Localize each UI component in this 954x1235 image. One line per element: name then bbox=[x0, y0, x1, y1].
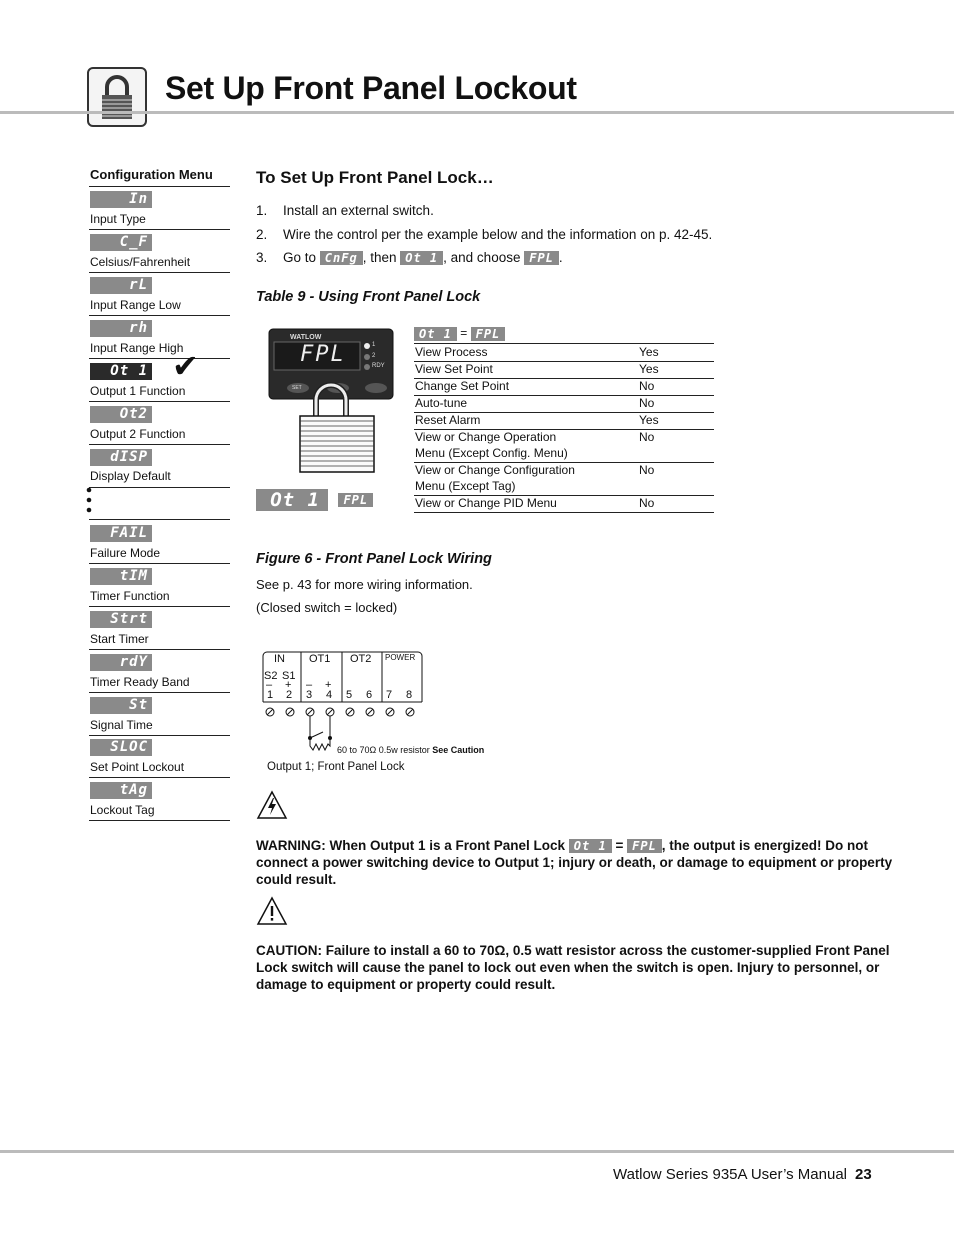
menu-code: tIM bbox=[90, 568, 152, 585]
warning-text bbox=[256, 837, 896, 888]
controller-brand: WATLOW bbox=[290, 334, 322, 341]
table-function-line2: Menu (Except Tag) bbox=[415, 479, 516, 493]
wiring-diagram bbox=[255, 648, 505, 778]
table-value: Yes bbox=[639, 413, 659, 427]
table-value: No bbox=[639, 496, 655, 510]
lcd-code: FPL bbox=[471, 327, 506, 341]
controller-display: FPL bbox=[300, 342, 346, 367]
table-row bbox=[414, 395, 714, 413]
menu-code: SLOC bbox=[90, 739, 152, 756]
indicator-label: RDY bbox=[372, 363, 385, 369]
step-number: 1. bbox=[256, 203, 268, 218]
menu-label: Failure Mode bbox=[90, 546, 161, 560]
menu-item-output-2-function bbox=[89, 402, 230, 445]
padlock-icon bbox=[87, 67, 147, 127]
table-row bbox=[414, 462, 714, 496]
table-row bbox=[414, 412, 714, 430]
footer-divider bbox=[0, 1150, 954, 1153]
menu-code: dISP bbox=[90, 449, 152, 466]
lcd-code: FPL bbox=[524, 251, 559, 265]
table-value: No bbox=[639, 463, 655, 477]
table-function: Change Set Point bbox=[415, 379, 510, 393]
figure-note: (Closed switch = locked) bbox=[256, 600, 398, 615]
table-function: Auto-tune bbox=[415, 396, 468, 410]
step-2 bbox=[256, 227, 712, 242]
title-divider bbox=[0, 111, 954, 114]
terminal-number: 3 bbox=[306, 689, 313, 701]
menu-item-input-range-low bbox=[89, 273, 230, 316]
menu-code: Ot 1 bbox=[90, 363, 152, 380]
resistor-text: 60 to 70Ω 0.5w resistor bbox=[337, 745, 433, 755]
wiring-caption: Output 1; Front Panel Lock bbox=[267, 761, 405, 773]
menu-label: Timer Function bbox=[90, 589, 170, 603]
step-1 bbox=[256, 203, 434, 218]
menu-item-input-type bbox=[89, 187, 230, 230]
wiring-group-label: IN bbox=[274, 653, 285, 665]
menu-label: Input Range Low bbox=[90, 298, 181, 312]
table-function: View or Change Operation bbox=[415, 430, 557, 444]
menu-code: rdY bbox=[90, 654, 152, 671]
table-row bbox=[414, 344, 714, 362]
menu-label: Timer Ready Band bbox=[90, 675, 190, 689]
menu-label: Celsius/Fahrenheit bbox=[90, 255, 191, 269]
step-text: , then bbox=[362, 250, 397, 265]
menu-code: FAIL bbox=[90, 525, 152, 542]
step-3 bbox=[256, 250, 563, 265]
page-footer bbox=[613, 1166, 872, 1183]
menu-item-set-point-lockout bbox=[89, 735, 230, 778]
lcd-code-large: Ot 1 bbox=[256, 489, 328, 511]
menu-code: In bbox=[90, 191, 152, 208]
table-function: View Set Point bbox=[415, 362, 493, 376]
controller-codes bbox=[256, 489, 396, 511]
step-text: , and choose bbox=[443, 250, 521, 265]
terminal-number: 1 bbox=[267, 689, 274, 701]
resistor-note bbox=[337, 745, 484, 755]
table-header bbox=[414, 326, 714, 344]
terminal-number: 5 bbox=[346, 689, 353, 701]
table-function: View or Change PID Menu bbox=[415, 496, 557, 510]
menu-code: rL bbox=[90, 277, 152, 294]
table-caption: Table 9 - Using Front Panel Lock bbox=[256, 289, 481, 305]
table-row bbox=[414, 361, 714, 379]
menu-label: Output 1 Function bbox=[90, 384, 186, 398]
wiring-sublabel: S1 bbox=[282, 670, 296, 682]
menu-code: tAg bbox=[90, 782, 152, 799]
sidebar-title: Configuration Menu bbox=[90, 167, 213, 182]
table-function-line2: Menu (Except Config. Menu) bbox=[415, 446, 568, 460]
menu-code: Ot2 bbox=[90, 406, 152, 423]
menu-label: Set Point Lockout bbox=[90, 760, 185, 774]
set-button-label: SET bbox=[292, 385, 302, 391]
menu-item-lockout-tag bbox=[89, 778, 230, 821]
table-function: View Process bbox=[415, 345, 488, 359]
lcd-code: Ot 1 bbox=[414, 327, 457, 341]
terminal-number: 4 bbox=[326, 689, 333, 701]
controller-illustration bbox=[268, 328, 394, 474]
table-value: No bbox=[639, 379, 655, 393]
menu-code: St bbox=[90, 697, 152, 714]
figure-caption: Figure 6 - Front Panel Lock Wiring bbox=[256, 551, 492, 567]
lcd-code: FPL bbox=[627, 839, 662, 853]
menu-item-input-range-high bbox=[89, 316, 230, 359]
resistor-see-caution: See Caution bbox=[432, 745, 485, 755]
electrical-hazard-icon bbox=[256, 790, 288, 825]
step-number: 2. bbox=[256, 227, 268, 242]
polarity-sign: + bbox=[285, 679, 292, 691]
polarity-sign: + bbox=[325, 679, 332, 691]
checkmark-icon: ✔ bbox=[172, 348, 199, 384]
caution-icon bbox=[256, 896, 288, 931]
step-text: Wire the control per the example below and the information on p. 42-45. bbox=[283, 227, 713, 242]
step-text: . bbox=[558, 250, 563, 265]
menu-code: C_F bbox=[90, 234, 152, 251]
step-text: Install an external switch. bbox=[283, 203, 434, 218]
wiring-group-label: POWER bbox=[385, 653, 416, 662]
menu-label: Lockout Tag bbox=[90, 803, 155, 817]
menu-code: Strt bbox=[90, 611, 152, 628]
indicator-label: 2 bbox=[372, 353, 376, 359]
lcd-code: Ot 1 bbox=[569, 839, 612, 853]
menu-item-start-timer bbox=[89, 607, 230, 650]
terminal-number: 7 bbox=[386, 689, 393, 701]
menu-label: Signal Time bbox=[90, 718, 153, 732]
table-function: View or Change Configuration bbox=[415, 463, 575, 477]
step-number: 3. bbox=[256, 250, 268, 265]
menu-code: rh bbox=[90, 320, 152, 337]
wiring-group-label: OT1 bbox=[309, 653, 331, 665]
figure-note: See p. 43 for more wiring information. bbox=[256, 577, 473, 592]
page-number: 23 bbox=[855, 1166, 872, 1183]
sidebar-divider bbox=[89, 519, 230, 520]
section-heading: To Set Up Front Panel Lock… bbox=[256, 168, 494, 187]
step-text: Go to bbox=[283, 250, 317, 265]
warning-pre: WARNING: When Output 1 is a Front Panel Lock bbox=[256, 838, 566, 853]
warning-post: , the output is energized! Do not connect a power switching device to Output 1; injury or death, or damage to equipment or property could result. bbox=[256, 838, 893, 887]
menu-label: Output 2 Function bbox=[90, 427, 186, 441]
terminal-number: 6 bbox=[366, 689, 373, 701]
footer-manual-title: Watlow Series 935A User’s Manual bbox=[613, 1166, 847, 1183]
menu-label: Input Type bbox=[90, 212, 146, 226]
menu-item-output-1-function bbox=[89, 359, 230, 402]
polarity-sign: – bbox=[266, 679, 273, 691]
equals-sign: = bbox=[460, 326, 468, 340]
polarity-sign: – bbox=[306, 679, 313, 691]
table-value: Yes bbox=[639, 345, 659, 359]
menu-label: Start Timer bbox=[90, 632, 149, 646]
menu-item-failure-mode bbox=[89, 521, 230, 564]
table-row bbox=[414, 495, 714, 513]
table-value: Yes bbox=[639, 362, 659, 376]
table-function: Reset Alarm bbox=[415, 413, 481, 427]
terminal-number: 2 bbox=[286, 689, 293, 701]
menu-item-timer-function bbox=[89, 564, 230, 607]
table-row bbox=[414, 429, 714, 463]
terminal-number: 8 bbox=[406, 689, 413, 701]
table-value: No bbox=[639, 430, 655, 444]
caution-text: CAUTION: Failure to install a 60 to 70Ω, 0.5 watt resistor across the customer-supplied Front Panel Lock switch will cause the panel to lock out even when the switch is open. Injury to personnel, or damage to equipment or property could result. bbox=[256, 943, 890, 992]
menu-item-timer-ready-band bbox=[89, 650, 230, 693]
lcd-code: Ot 1 bbox=[400, 251, 443, 265]
lcd-code: CnFg bbox=[320, 251, 363, 265]
wiring-sublabel: S2 bbox=[264, 670, 278, 682]
table-value: No bbox=[639, 396, 655, 410]
menu-item-signal-time bbox=[89, 693, 230, 736]
warning-eq: = bbox=[615, 838, 624, 853]
menu-item-display-default bbox=[89, 445, 230, 488]
menu-item-celsius-fahrenheit bbox=[89, 230, 230, 273]
menu-label: Input Range High bbox=[90, 341, 184, 355]
menu-label: Display Default bbox=[90, 469, 171, 483]
table-row bbox=[414, 378, 714, 396]
indicator-label: 1 bbox=[372, 342, 376, 348]
page-title: Set Up Front Panel Lockout bbox=[165, 70, 577, 106]
lcd-code: FPL bbox=[338, 493, 373, 507]
wiring-group-label: OT2 bbox=[350, 653, 372, 665]
vertical-ellipsis-icon bbox=[84, 486, 94, 516]
